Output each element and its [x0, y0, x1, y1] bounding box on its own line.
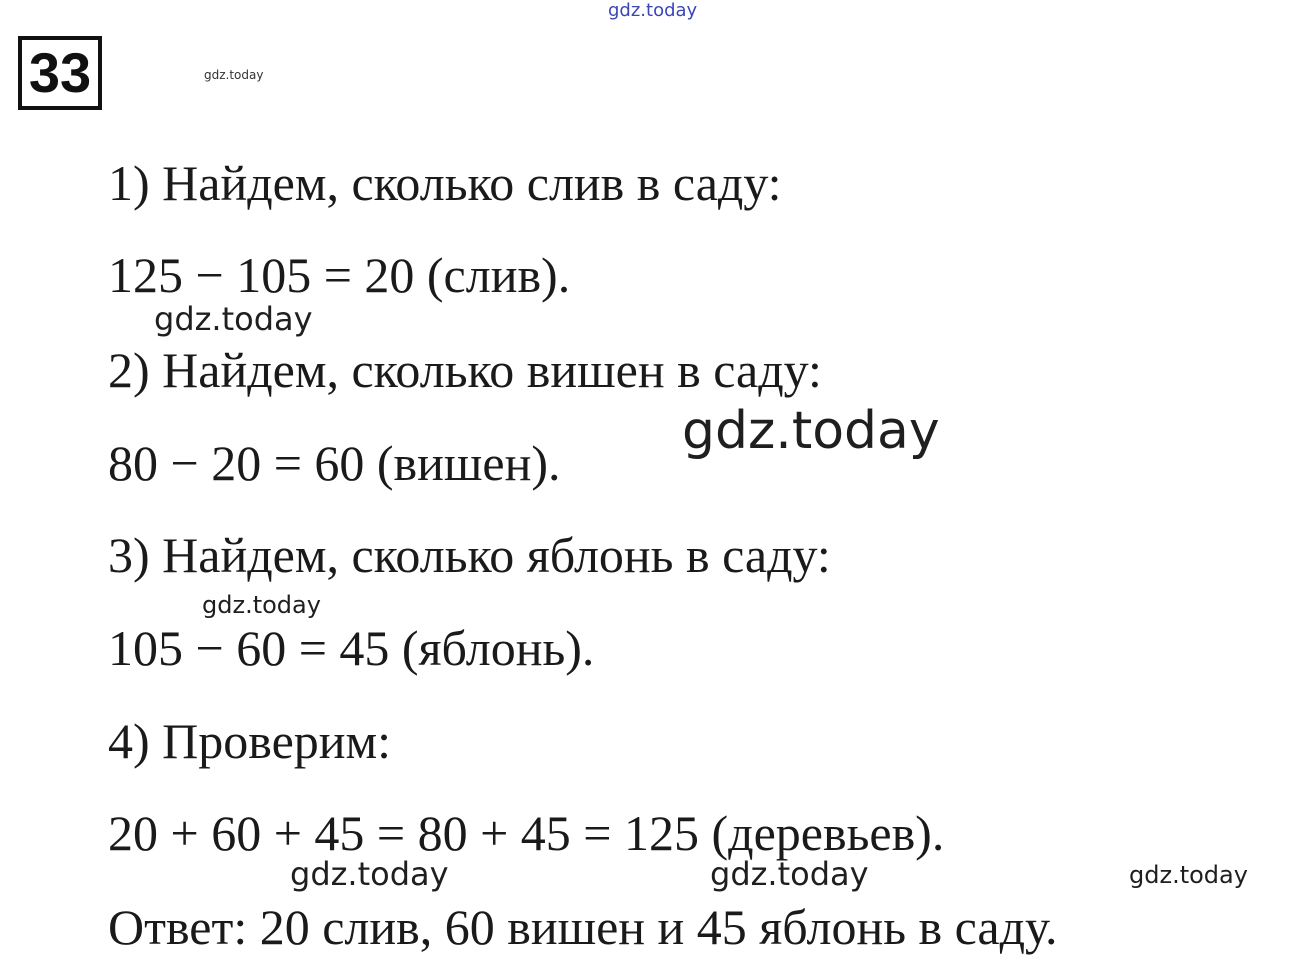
watermark-top: gdz.today: [608, 0, 698, 21]
answer-line: Ответ: 20 слив, 60 вишен и 45 яблонь в саду.: [108, 899, 1058, 955]
step-1-equation: 125 − 105 = 20 (слив).: [108, 247, 571, 303]
step-3-heading: 3) Найдем, сколько яблонь в саду:: [108, 527, 831, 583]
step-2-equation: 80 − 20 = 60 (вишен).: [108, 435, 561, 491]
step-4-equation: 20 + 60 + 45 = 80 + 45 = 125 (деревьев).: [108, 805, 945, 861]
watermark: gdz.today: [290, 855, 449, 893]
watermark: gdz.today: [154, 300, 313, 338]
watermark: gdz.today: [202, 591, 321, 619]
step-4-heading: 4) Проверим:: [108, 713, 392, 769]
step-3-equation: 105 − 60 = 45 (яблонь).: [108, 620, 595, 676]
watermark: gdz.today: [710, 855, 869, 893]
watermark: gdz.today: [1129, 861, 1248, 889]
task-number: 33: [28, 41, 92, 104]
watermark-small: gdz.today: [204, 68, 264, 82]
watermark-large: gdz.today: [682, 401, 940, 461]
step-1-heading: 1) Найдем, сколько слив в саду:: [108, 155, 782, 211]
step-2-heading: 2) Найдем, сколько вишен в саду:: [108, 342, 822, 398]
task-number-box: [18, 36, 102, 110]
